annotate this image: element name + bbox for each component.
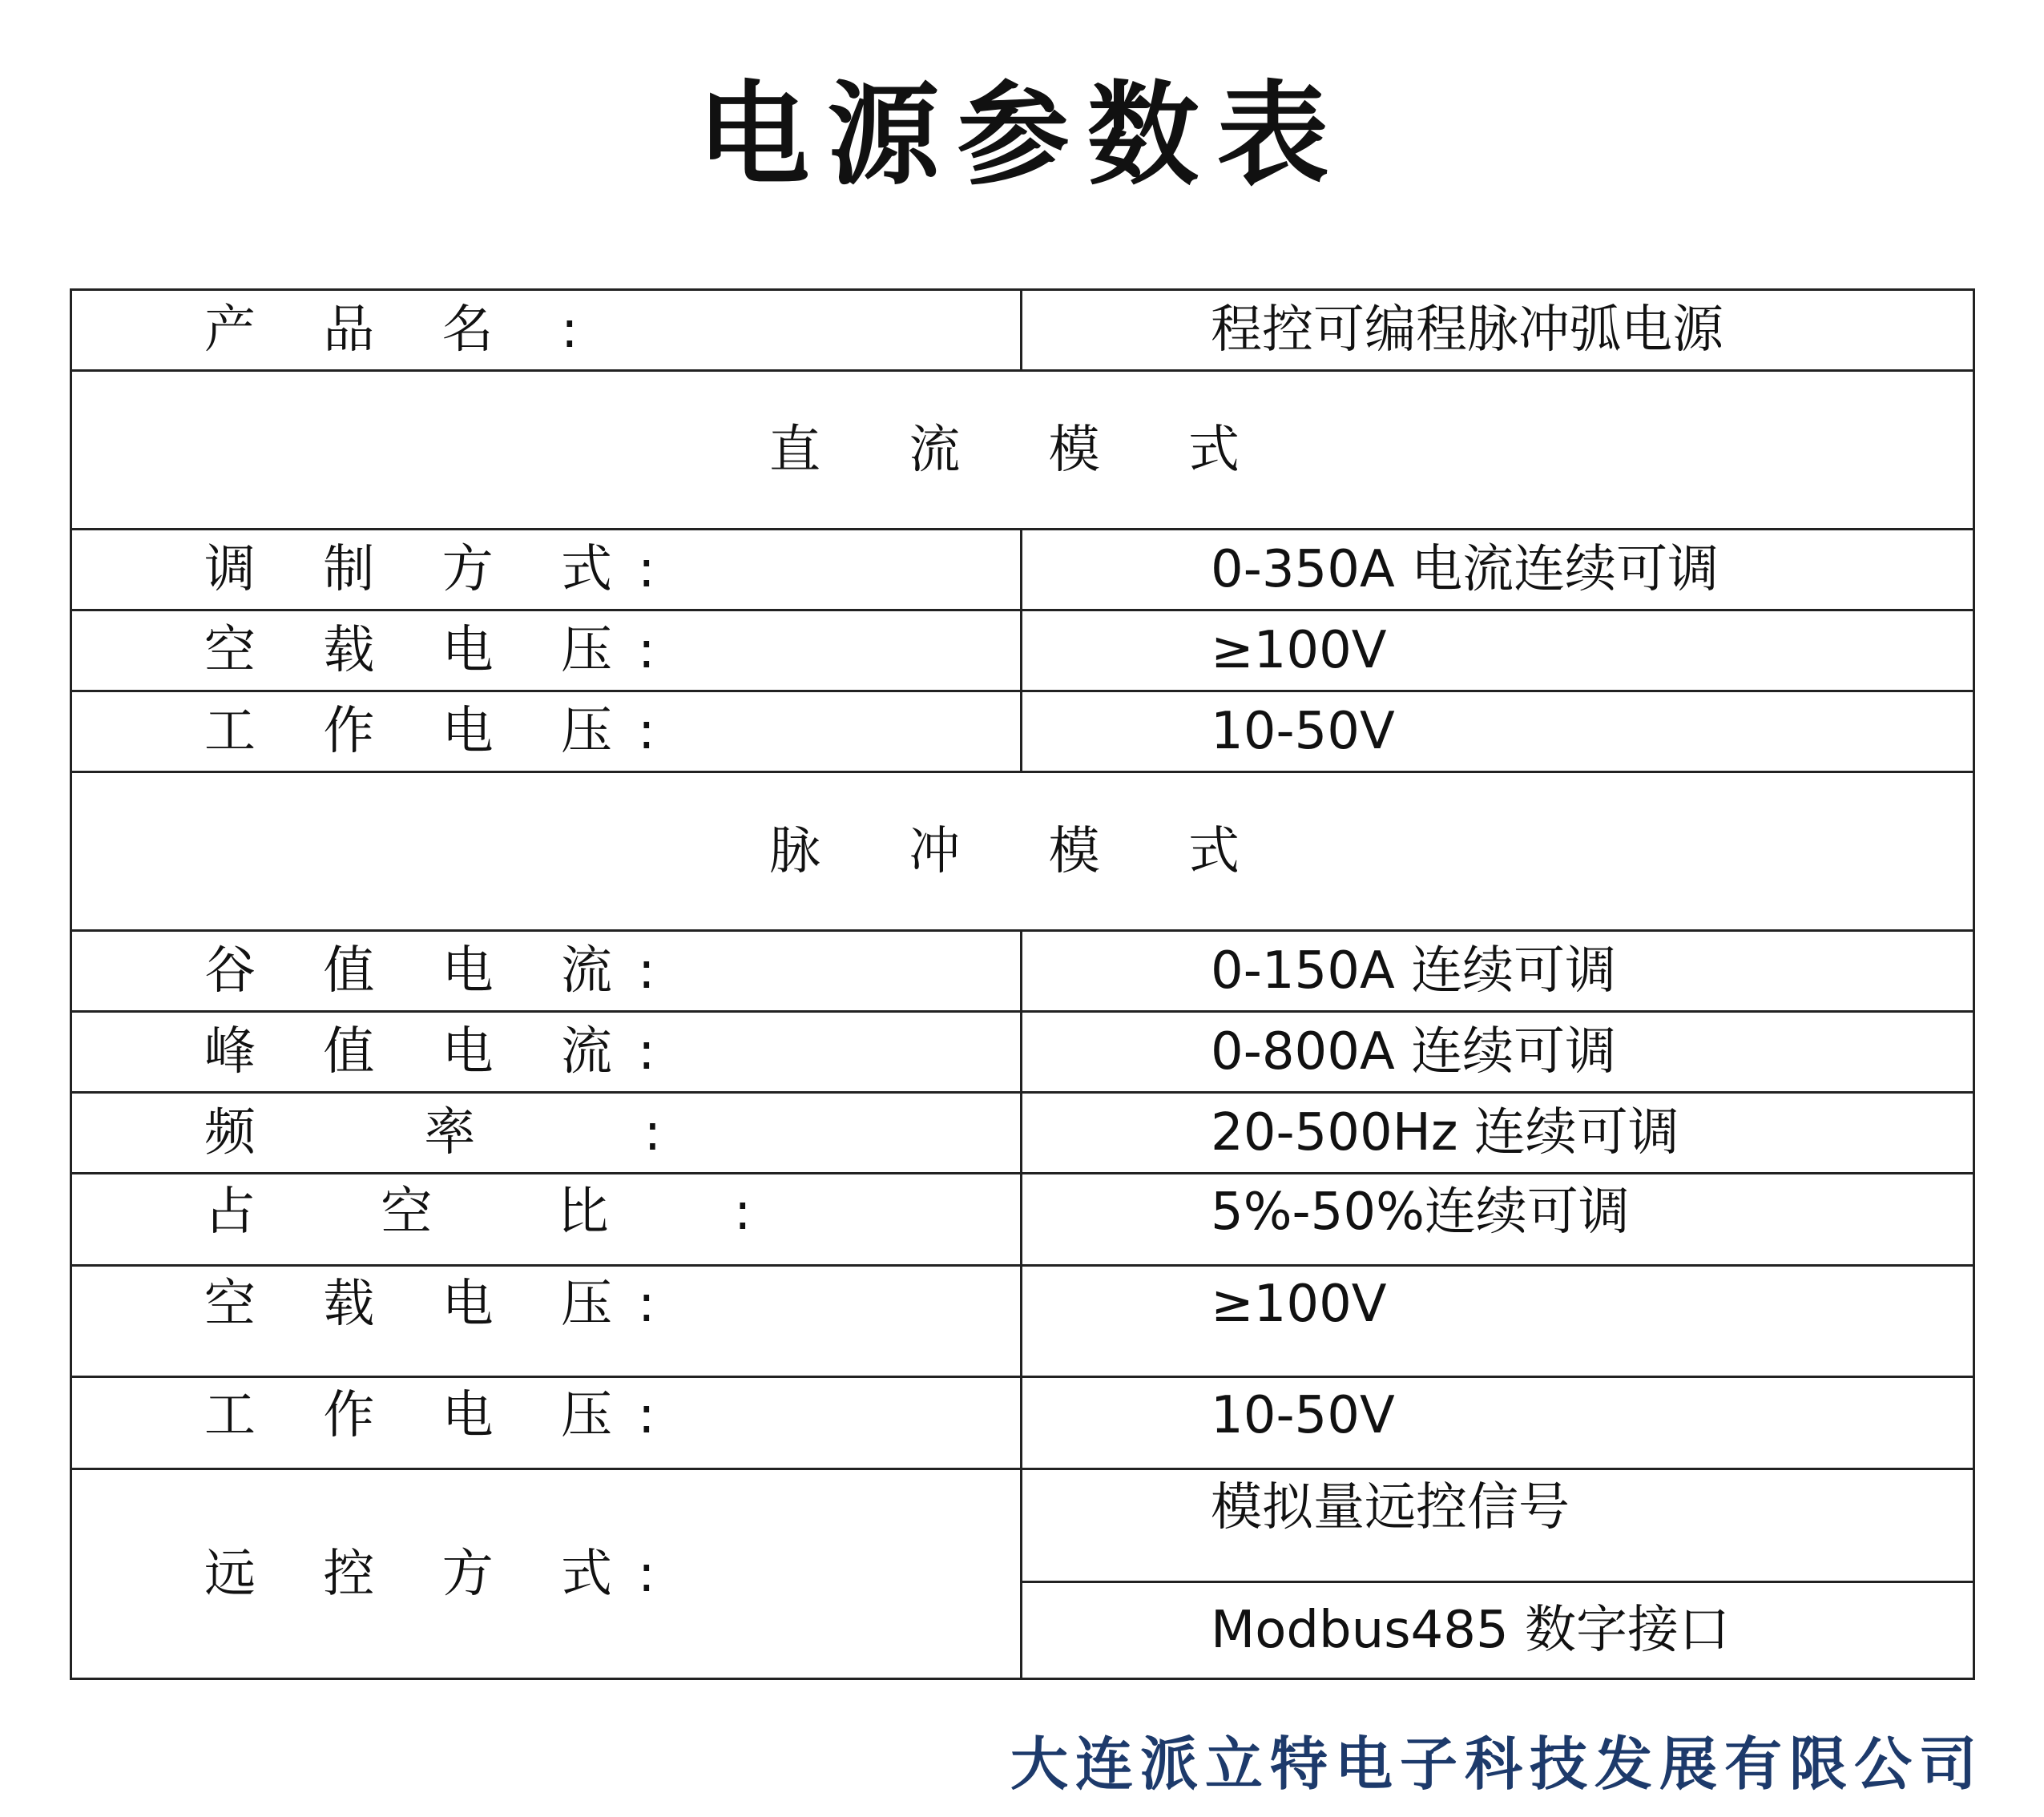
page-title: 电源参数表	[697, 71, 1347, 201]
product-value: 程控可编程脉冲弧电源	[1022, 290, 1974, 371]
table-row	[71, 1469, 1974, 1582]
row-value: 0-150A 连续可调	[1022, 931, 1974, 1012]
table-row	[71, 1012, 1974, 1093]
row-label: 调 制 方 式:	[71, 530, 1022, 610]
row-value: ≥100V	[1022, 610, 1974, 691]
row-label: 空 载 电 压:	[71, 1266, 1022, 1377]
row-value: 10-50V	[1022, 691, 1974, 772]
table-row	[71, 290, 1974, 371]
product-label: 产 品 名 :	[71, 290, 1022, 371]
pulse-mode-heading: 脉 冲 模 式	[71, 772, 1974, 931]
dc-mode-heading: 直 流 模 式	[71, 371, 1974, 530]
row-label: 工 作 电 压:	[71, 1377, 1022, 1469]
table-row	[71, 610, 1974, 691]
table-row	[71, 772, 1974, 931]
row-value: 0-800A 连续可调	[1022, 1012, 1974, 1093]
row-value: 10-50V	[1022, 1377, 1974, 1469]
remote-value-analog: 模拟量远控信号	[1022, 1469, 1974, 1582]
table-row	[71, 1377, 1974, 1469]
remote-value-modbus: Modbus485 数字接口	[1022, 1582, 1974, 1679]
row-label: 峰 值 电 流:	[71, 1012, 1022, 1093]
row-label: 工 作 电 压:	[71, 691, 1022, 772]
row-label: 占 空 比 :	[71, 1174, 1022, 1266]
table-row	[71, 1174, 1974, 1266]
table-row	[71, 530, 1974, 610]
table-row	[71, 931, 1974, 1012]
table-row	[71, 691, 1974, 772]
row-label: 谷 值 电 流:	[71, 931, 1022, 1012]
table-row	[71, 1093, 1974, 1174]
row-value: 0-350A 电流连续可调	[1022, 530, 1974, 610]
row-value: 20-500Hz 连续可调	[1022, 1093, 1974, 1174]
row-label: 空 载 电 压:	[71, 610, 1022, 691]
spec-table	[70, 288, 1975, 1680]
company-name: 大连派立特电子科技发展有限公司	[1010, 1730, 1984, 1798]
row-value: 5%-50%连续可调	[1022, 1174, 1974, 1266]
table-row	[71, 371, 1974, 530]
table-row	[71, 1266, 1974, 1377]
remote-label: 远 控 方 式:	[71, 1469, 1022, 1679]
row-label: 频 率 :	[71, 1093, 1022, 1174]
row-value: ≥100V	[1022, 1266, 1974, 1377]
